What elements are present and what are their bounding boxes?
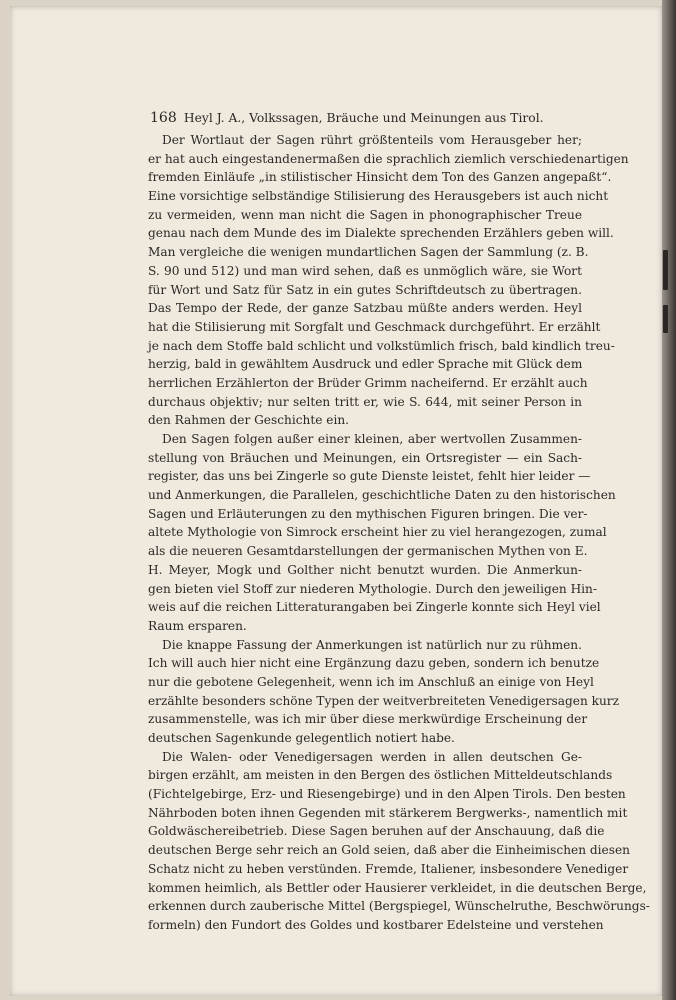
text-line: als die neueren Gesamtdarstellungen der germanischen Mythen von E. — [148, 544, 588, 559]
paragraph — [148, 430, 616, 636]
text-line: Den Sagen folgen außer einer kleinen, aber wertvollen Zusammen- — [162, 432, 582, 446]
text-line: formeln) den Fundort des Goldes und kostbarer Edelsteine und verstehen — [148, 917, 604, 932]
text-line: je nach dem Stoffe bald schlicht und volkstümlich frisch, bald kindlich treu- — [148, 338, 615, 353]
text-line: S. 90 und 512) und man wird sehen, daß es unmöglich wäre, sie Wort — [148, 263, 582, 278]
text-line: und Anmerkungen, die Parallelen, geschichtliche Daten zu den historischen — [148, 488, 616, 503]
text-line: erzählte besonders schöne Typen der weitverbreiteten Venedigersagen kurz — [148, 693, 620, 708]
text-line: Man vergleiche die wenigen mundartlichen Sagen der Sammlung (z. B. — [148, 245, 589, 260]
paragraph — [148, 636, 620, 748]
text-line: den Rahmen der Geschichte ein. — [148, 413, 350, 428]
text-line: für Wort und Satz für Satz in ein gutes Schriftdeutsch zu übertragen. — [148, 282, 582, 297]
text-line: Der Wortlaut der Sagen rührt größtenteils vom Herausgeber her; — [162, 133, 582, 147]
text-line: zu vermeiden, wenn man nicht die Sagen in phonographischer Treue — [148, 207, 582, 222]
page-body — [148, 131, 650, 935]
text-line: Die knappe Fassung der Anmerkungen ist natürlich nur zu rühmen. — [162, 637, 582, 652]
text-line: Ich will auch hier nicht eine Ergänzung dazu geben, sondern ich benutze — [148, 656, 600, 671]
text-line: birgen erzählt, am meisten in den Bergen des östlichen Mitteldeutschlands — [148, 768, 613, 783]
text-line: H. Meyer, Mogk und Golther nicht benutzt wurden. Die Anmerkun- — [148, 562, 582, 577]
text-line: durchaus objektiv; nur selten tritt er, wie S. 644, mit seiner Person in — [148, 394, 582, 409]
paragraph — [148, 748, 650, 935]
text-line: herrlichen Erzählerton der Brüder Grimm nacheifernd. Er erzählt auch — [148, 375, 588, 390]
text-line: herzig, bald in gewähltem Ausdruck und edler Sprache mit Glück dem — [148, 357, 583, 372]
text-line: deutschen Sagenkunde gelegentlich notiert habe. — [148, 731, 455, 745]
text-line: genau nach dem Munde des im Dialekte sprechenden Erzählers geben will. — [148, 226, 614, 241]
page-number: 168 — [150, 110, 177, 126]
text-line: er hat auch eingestandenermaßen die sprachlich ziemlich verschiedenartigen — [148, 151, 629, 166]
text-line: Sagen und Erläuterungen zu den mythischen Figuren bringen. Die ver- — [148, 506, 588, 521]
text-line: (Fichtelgebirge, Erz- und Riesengebirge) und in den Alpen Tirols. Den besten — [148, 787, 626, 802]
paragraph — [148, 131, 629, 430]
text-line: Raum ersparen. — [148, 618, 247, 633]
text-line: hat die Stilisierung mit Sorgfalt und Geschmack durchgeführt. Er erzählt — [148, 319, 601, 334]
text-line: deutschen Berge sehr reich an Gold seien, daß aber die Einheimischen diesen — [148, 843, 630, 858]
text-line: Schatz nicht zu heben verstünden. Fremde, Italiener, insbesondere Venediger — [148, 861, 629, 876]
edge-mark — [663, 305, 668, 333]
text-line: zusammenstelle, was ich mir über diese merkwürdige Erscheinung der — [148, 712, 588, 727]
text-line: fremden Einläufe „in stilistischer Hinsicht dem Ton des Ganzen angepaßt“. — [148, 170, 612, 185]
text-line: Die Walen- oder Venedigersagen werden in allen deutschen Ge- — [162, 749, 582, 764]
text-line: Goldwäschereibetrieb. Diese Sagen beruhen auf der Anschauung, daß die — [148, 824, 605, 839]
running-title: Heyl J. A., Volkssagen, Bräuche und Meinungen aus Tirol. — [183, 111, 544, 125]
text-line: erkennen durch zauberische Mittel (Bergspiegel, Wünschelruthe, Beschwörungs- — [148, 899, 650, 914]
text-line: register, das uns bei Zingerle so gute Dienste leistet, fehlt hier leider — — [148, 469, 591, 484]
text-line: Nährboden boten ihnen Gegenden mit stärkerem Bergwerks-, namentlich mit — [148, 805, 628, 820]
edge-mark — [663, 250, 668, 290]
page-paper — [10, 6, 662, 996]
text-line: stellung von Bräuchen und Meinungen, ein Ortsregister — ein Sach- — [148, 450, 582, 465]
text-line: Eine vorsichtige selbständige Stilisierung des Herausgebers ist auch nicht — [148, 189, 609, 204]
text-line: altete Mythologie von Simrock erscheint hier zu viel herangezogen, zumal — [148, 525, 607, 540]
text-line: Das Tempo der Rede, der ganze Satzbau müßte anders werden. Heyl — [148, 301, 582, 316]
scan-edge-strip — [662, 0, 676, 1000]
text-line: weis auf die reichen Litteraturangaben bei Zingerle konnte sich Heyl viel — [148, 600, 601, 615]
running-header — [150, 110, 544, 126]
text-line: gen bieten viel Stoff zur niederen Mythologie. Durch den jeweiligen Hin- — [148, 581, 597, 596]
text-line: kommen heimlich, als Bettler oder Hausierer verkleidet, in die deutschen Berge, — [148, 880, 647, 895]
text-line: nur die gebotene Gelegenheit, wenn ich im Anschluß an einige von Heyl — [148, 674, 594, 689]
